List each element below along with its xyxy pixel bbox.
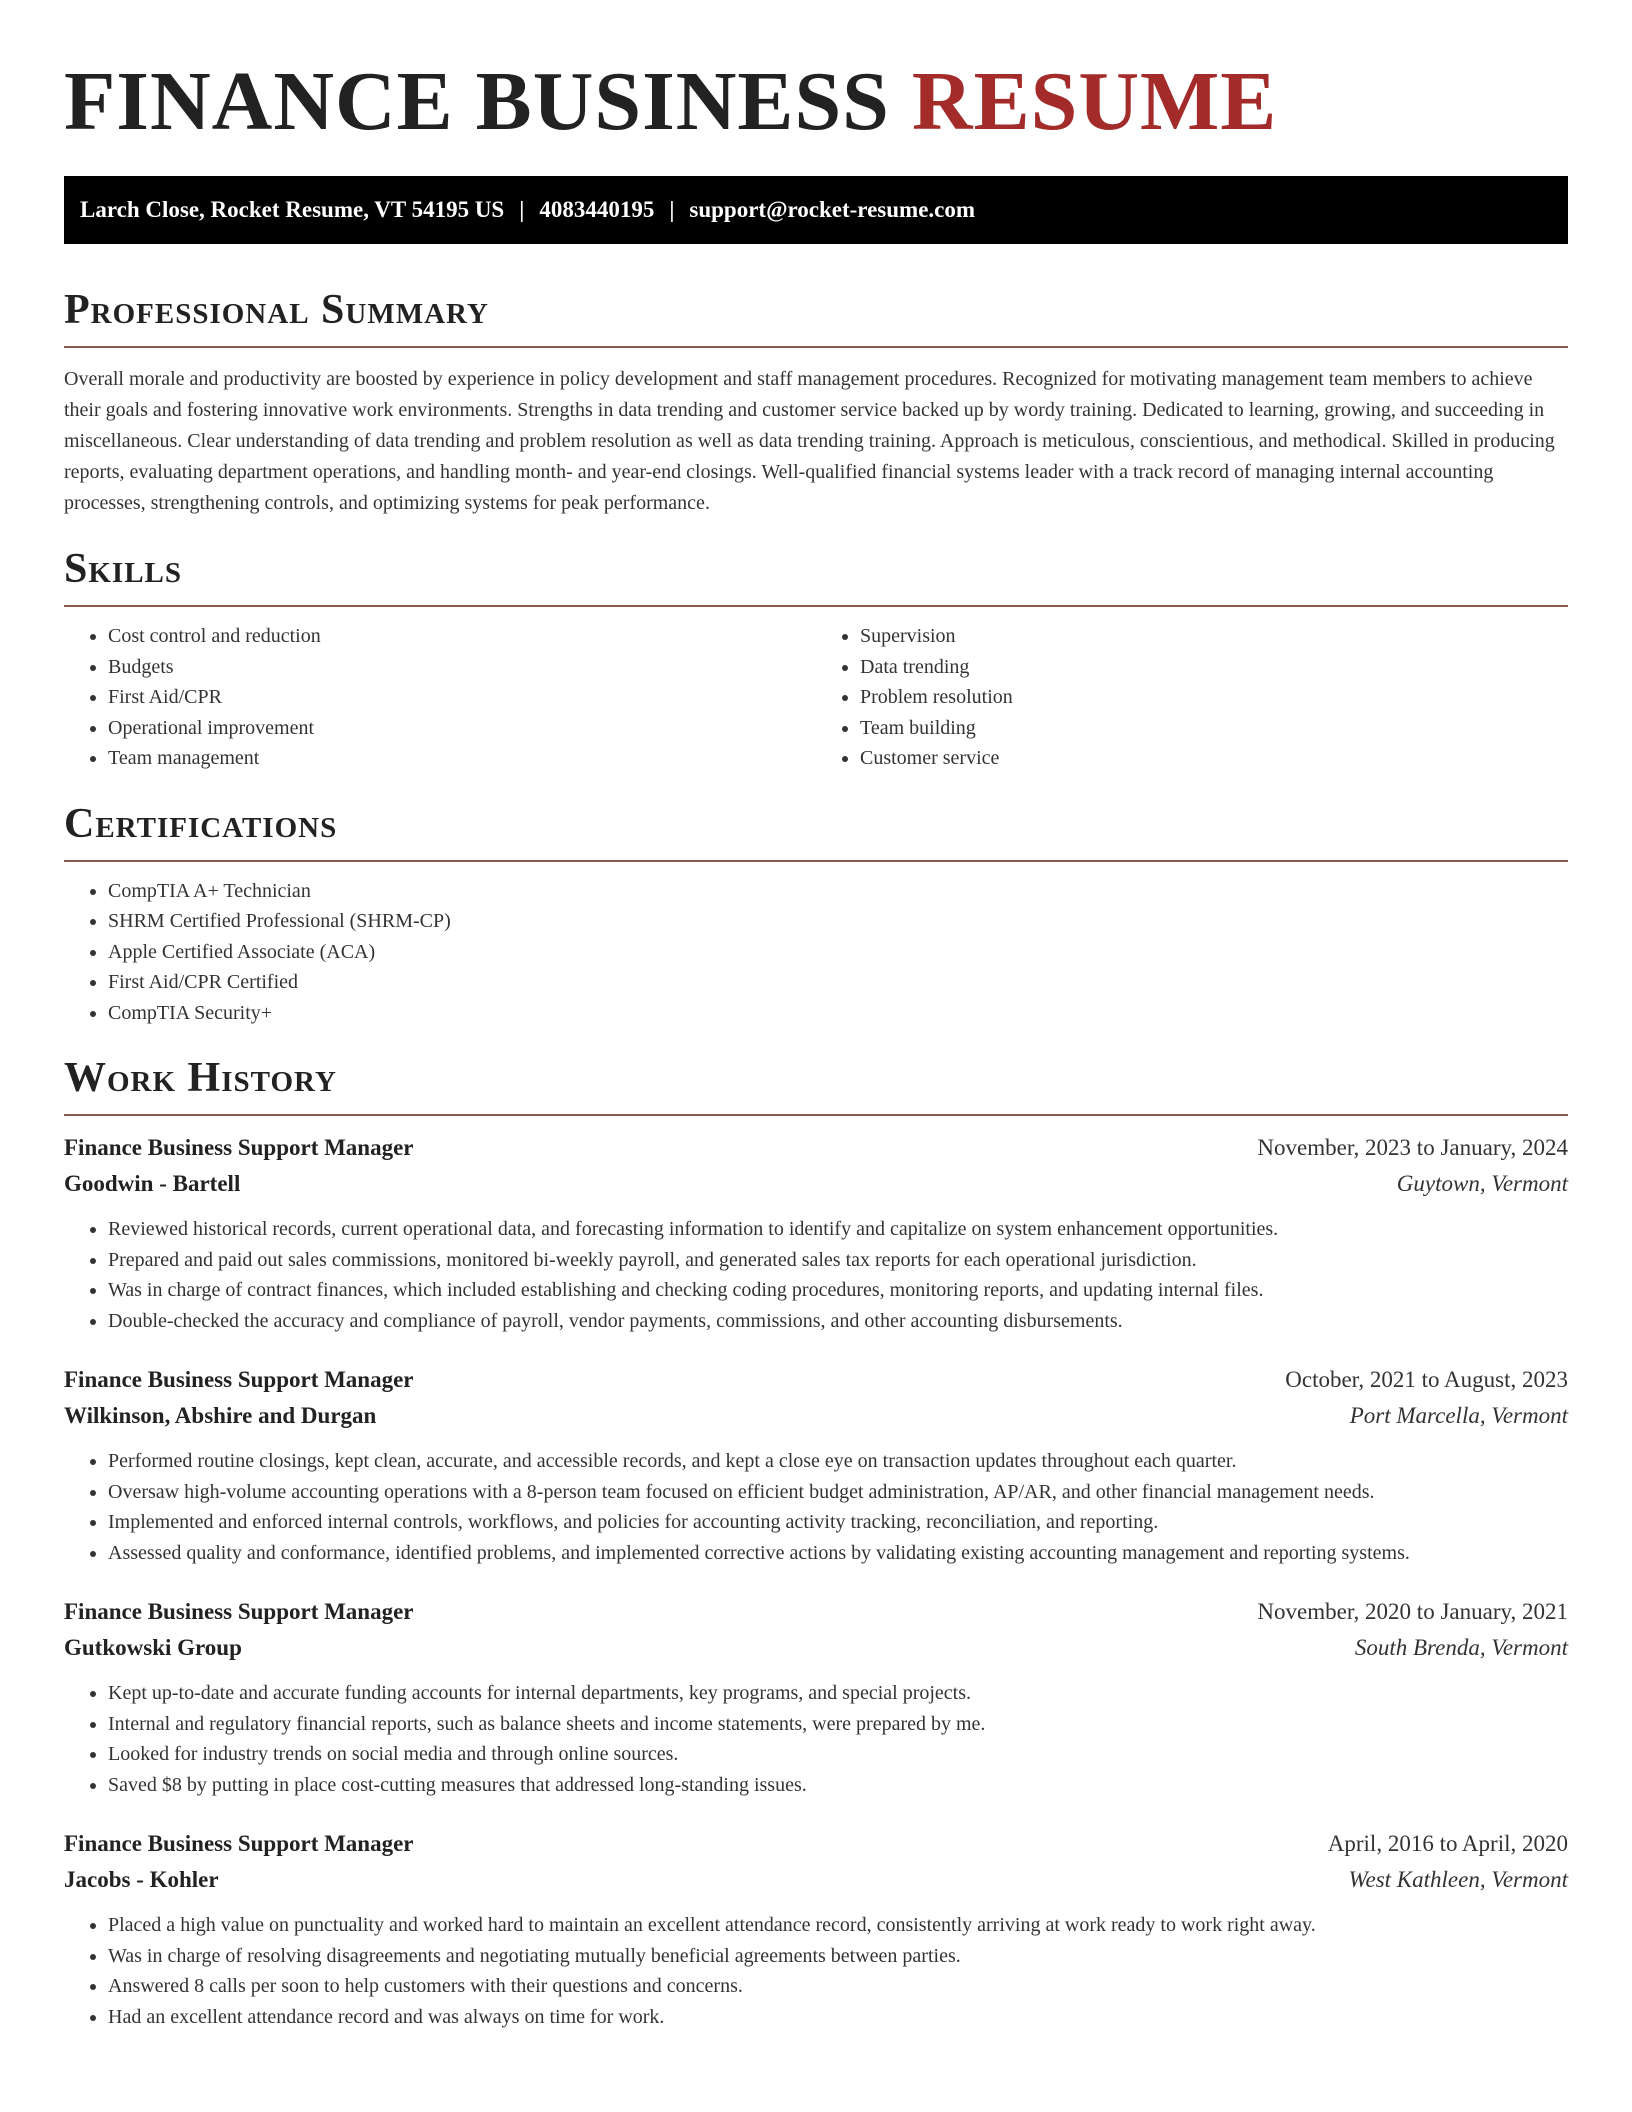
section-heading-work-history: Work History bbox=[64, 1055, 337, 1101]
section-divider bbox=[64, 860, 1568, 862]
job-bullet: • Had an excellent attendance record and was always on time for work. bbox=[108, 2002, 1568, 2033]
job-dates: November, 2023 to January, 2024 bbox=[1257, 1135, 1568, 1160]
skill-item: • Data trending bbox=[860, 652, 1568, 683]
job-entry bbox=[64, 1130, 1568, 1336]
job-bullets bbox=[64, 1446, 1568, 1568]
resume-title bbox=[64, 54, 1568, 150]
job-location: Guytown, Vermont bbox=[1396, 1171, 1568, 1196]
contact-separator: | bbox=[519, 197, 525, 222]
job-location: West Kathleen, Vermont bbox=[1348, 1867, 1568, 1892]
skill-item: • Cost control and reduction bbox=[108, 621, 816, 652]
title-main: FINANCE BUSINESS bbox=[64, 55, 890, 148]
contact-bar bbox=[64, 176, 1568, 244]
job-bullet: • Was in charge of resolving disagreements and negotiating mutually beneficial agreements between parties. bbox=[108, 1941, 1568, 1972]
job-dates: October, 2021 to August, 2023 bbox=[1285, 1367, 1568, 1392]
job-bullet: • Looked for industry trends on social media and through online sources. bbox=[108, 1739, 1568, 1770]
job-bullet: • Assessed quality and conformance, identified problems, and implemented corrective actions by validating existing accounting management and reporting systems. bbox=[108, 1538, 1568, 1569]
job-bullets bbox=[64, 1678, 1568, 1800]
work-history-section bbox=[64, 1052, 1568, 2032]
contact-separator: | bbox=[669, 197, 675, 222]
job-bullets bbox=[64, 1214, 1568, 1336]
skill-item: • Operational improvement bbox=[108, 713, 816, 744]
skills-list-left bbox=[64, 621, 816, 774]
certification-item: • CompTIA A+ Technician bbox=[108, 876, 1568, 907]
job-bullet: • Saved $8 by putting in place cost-cutting measures that addressed long-standing issues. bbox=[108, 1770, 1568, 1801]
job-bullet: • Performed routine closings, kept clean, accurate, and accessible records, and kept a close eye on transaction updates throughout each quarter. bbox=[108, 1446, 1568, 1477]
job-company-row bbox=[64, 1398, 1568, 1434]
skill-item: • Team management bbox=[108, 743, 816, 774]
section-heading-skills: Skills bbox=[64, 546, 183, 592]
section-heading-certifications: Certifications bbox=[64, 800, 338, 847]
job-bullet: • Placed a high value on punctuality and worked hard to maintain an excellent attendance record, consistently arriving at work ready to work right away. bbox=[108, 1910, 1568, 1941]
section-heading-summary: Professional Summary bbox=[64, 287, 489, 333]
skill-item: • Budgets bbox=[108, 652, 816, 683]
job-entry bbox=[64, 1362, 1568, 1568]
certification-item: • Apple Certified Associate (ACA) bbox=[108, 937, 1568, 968]
job-entry bbox=[64, 1594, 1568, 1800]
job-bullet: • Answered 8 calls per soon to help customers with their questions and concerns. bbox=[108, 1971, 1568, 2002]
job-title: Finance Business Support Manager bbox=[64, 1831, 414, 1856]
job-location: Port Marcella, Vermont bbox=[1349, 1403, 1568, 1428]
job-title: Finance Business Support Manager bbox=[64, 1367, 414, 1392]
skill-item: • Customer service bbox=[860, 743, 1568, 774]
job-header-row bbox=[64, 1130, 1568, 1166]
job-bullet: • Reviewed historical records, current operational data, and forecasting information to identify and capitalize on system enhancement opportunities. bbox=[108, 1214, 1568, 1245]
certification-item: • CompTIA Security+ bbox=[108, 998, 1568, 1029]
summary-text: Overall morale and productivity are boosted by experience in policy development and staff management procedures. Recognized for motivating management team members to achieve their goals and fostering innovative work environments. Strengths in data trending and customer service backed up by wordy training. Dedicated to learning, growing, and succeeding in miscellaneous. Clear understanding of data trending and problem resolution as well as data trending training. Approach is meticulous, conscientious, and methodical. Skilled in producing reports, evaluating department operations, and handling month- and year-end closings. Well-qualified financial systems leader with a track record of managing internal accounting processes, strengthening controls, and optimizing systems for peak performance. bbox=[64, 368, 1555, 514]
job-bullet: • Kept up-to-date and accurate funding accounts for internal departments, key programs, and special projects. bbox=[108, 1678, 1568, 1709]
job-bullet: • Oversaw high-volume accounting operations with a 8-person team focused on efficient budget administration, AP/AR, and other financial management needs. bbox=[108, 1477, 1568, 1508]
skills-list-right bbox=[816, 621, 1568, 774]
job-bullet: • Implemented and enforced internal controls, workflows, and policies for accounting activity tracking, reconciliation, and reporting. bbox=[108, 1507, 1568, 1538]
job-company-row bbox=[64, 1630, 1568, 1666]
job-bullet: • Internal and regulatory financial reports, such as balance sheets and income statements, were prepared by me. bbox=[108, 1709, 1568, 1740]
job-company-row bbox=[64, 1862, 1568, 1898]
job-header-row bbox=[64, 1594, 1568, 1630]
certifications-list bbox=[64, 876, 1568, 1029]
job-dates: November, 2020 to January, 2021 bbox=[1257, 1599, 1568, 1624]
section-divider bbox=[64, 346, 1568, 348]
job-bullet: • Was in charge of contract finances, which included establishing and checking coding procedures, monitoring reports, and updating internal files. bbox=[108, 1275, 1568, 1306]
contact-email: support@rocket-resume.com bbox=[689, 197, 976, 222]
certification-item: • First Aid/CPR Certified bbox=[108, 967, 1568, 998]
job-company: Jacobs - Kohler bbox=[64, 1867, 219, 1892]
job-company: Wilkinson, Abshire and Durgan bbox=[64, 1403, 377, 1428]
contact-phone: 4083440195 bbox=[539, 197, 655, 222]
skills-section bbox=[64, 543, 1568, 774]
contact-address: Larch Close, Rocket Resume, VT 54195 US bbox=[80, 197, 505, 222]
skill-item: • First Aid/CPR bbox=[108, 682, 816, 713]
section-divider bbox=[64, 1114, 1568, 1116]
title-accent: RESUME bbox=[911, 55, 1278, 148]
summary-section bbox=[64, 284, 1568, 519]
job-bullets bbox=[64, 1910, 1568, 2032]
job-header-row bbox=[64, 1826, 1568, 1862]
job-header-row bbox=[64, 1362, 1568, 1398]
job-bullet: • Double-checked the accuracy and compliance of payroll, vendor payments, commissions, and other accounting disbursements. bbox=[108, 1306, 1568, 1337]
certification-item: • SHRM Certified Professional (SHRM-CP) bbox=[108, 906, 1568, 937]
job-location: South Brenda, Vermont bbox=[1354, 1635, 1568, 1660]
job-dates: April, 2016 to April, 2020 bbox=[1327, 1831, 1568, 1856]
job-company: Goodwin - Bartell bbox=[64, 1171, 241, 1196]
skills-grid bbox=[64, 607, 1568, 774]
skill-item: • Team building bbox=[860, 713, 1568, 744]
job-company-row bbox=[64, 1166, 1568, 1202]
job-title: Finance Business Support Manager bbox=[64, 1135, 414, 1160]
job-bullet: • Prepared and paid out sales commissions, monitored bi-weekly payroll, and generated sales tax reports for each operational jurisdiction. bbox=[108, 1245, 1568, 1276]
certifications-section bbox=[64, 798, 1568, 1029]
job-entry bbox=[64, 1826, 1568, 2032]
skill-item: • Supervision bbox=[860, 621, 1568, 652]
skill-item: • Problem resolution bbox=[860, 682, 1568, 713]
job-title: Finance Business Support Manager bbox=[64, 1599, 414, 1624]
job-company: Gutkowski Group bbox=[64, 1635, 242, 1660]
